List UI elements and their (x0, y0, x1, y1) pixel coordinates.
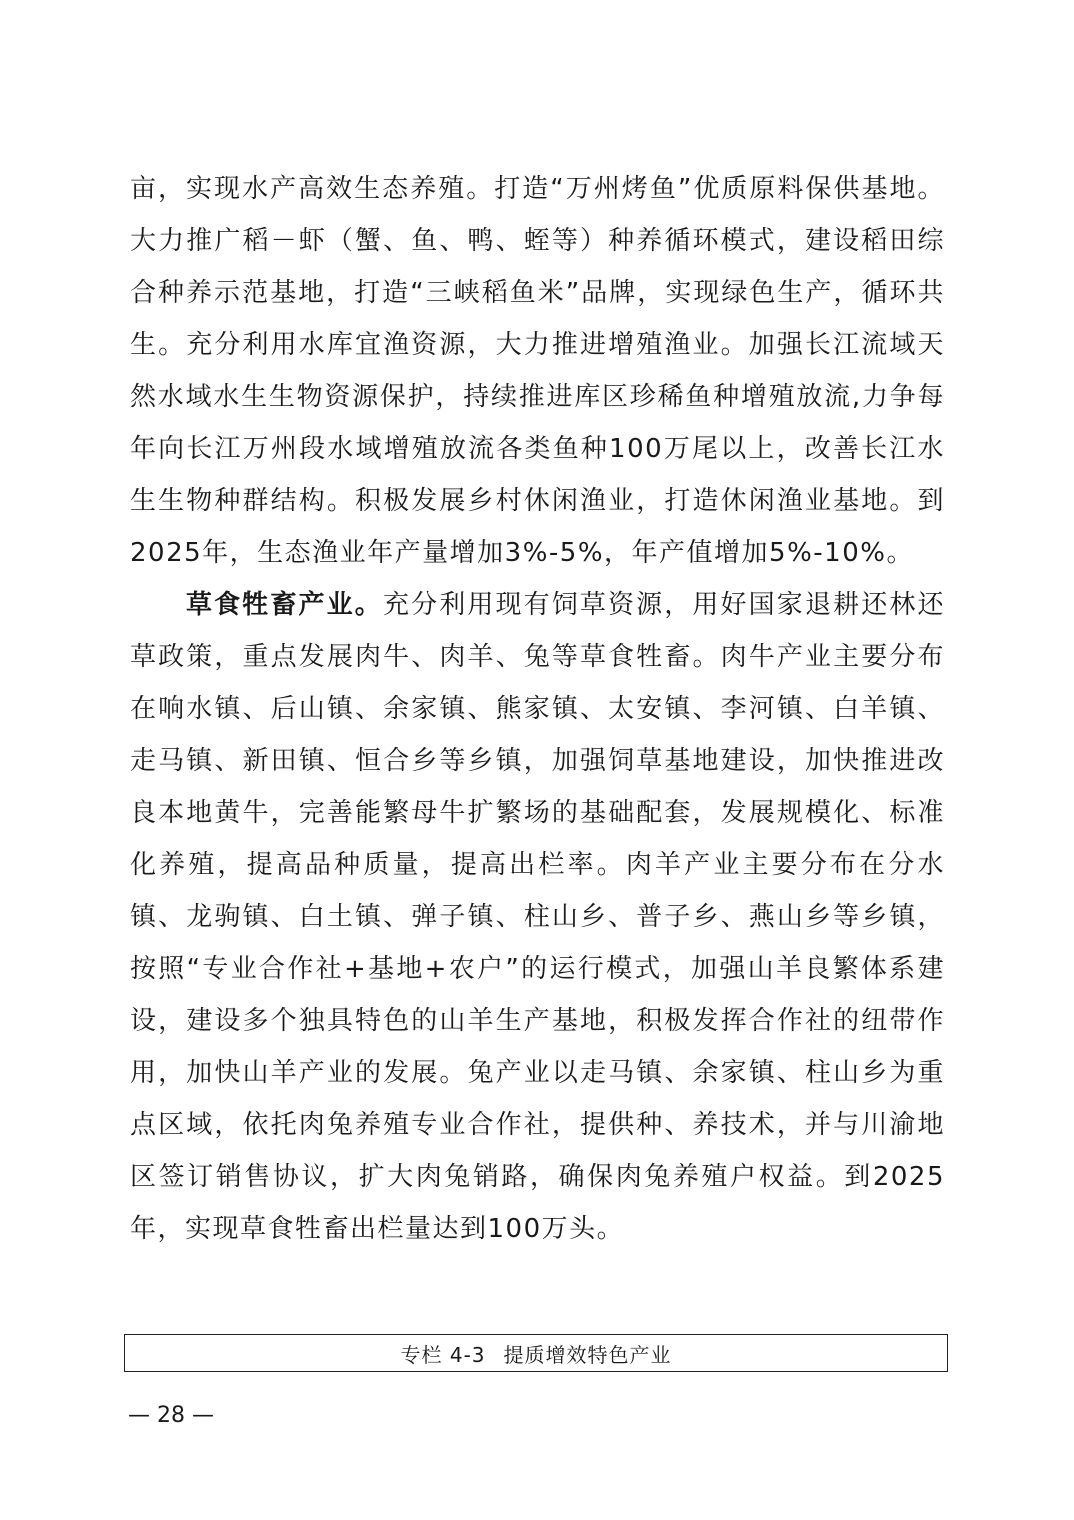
paragraph-eco-fishery: 亩，实现水产高效生态养殖。打造“万州烤鱼”优质原料保供基地。大力推广稻－虾（蟹、鱼、鸭、蛭等）种养循环模式，建设稻田综合种养示范基地，打造“三峡稻鱼米”品牌，实现绿色生产，循环共生。充分利用水库宜渔资源，大力推进增殖渔业。加强长江流域天然水域水生生物资源保护，持续推进库区珍稀鱼种增殖放流,力争每年向长江万州段水域增殖放流各类鱼种100万尾以上，改善长江水生生物种群结构。积极发展乡村休闲渔业，打造休闲渔业基地。到2025年，生态渔业年产量增加3%-5%，年产值增加5%-10%。 (130, 174, 945, 568)
paragraph-herbivore-livestock (130, 579, 945, 1255)
paragraph-heading: 草食牲畜产业。 (186, 590, 383, 620)
page-number: — 28 — (128, 1403, 214, 1428)
column-box (124, 1334, 948, 1372)
column-label: 专栏 4-3 (400, 1342, 486, 1367)
paragraph-body: 充分利用现有饲草资源，用好国家退耕还林还草政策，重点发展肉牛、肉羊、兔等草食牲畜。肉牛产业主要分布在响水镇、后山镇、余家镇、熊家镇、太安镇、李河镇、白羊镇、走马镇、新田镇、恒合乡等乡镇，加强饲草基地建设，加快推进改良本地黄牛，完善能繁母牛扩繁场的基础配套，发展规模化、标准化养殖，提高品种质量，提高出栏率。肉羊产业主要分布在分水镇、龙驹镇、白土镇、弹子镇、柱山乡、普子乡、燕山乡等乡镇，按照“专业合作社+基地+农户”的运行模式，加强山羊良繁体系建设，建设多个独具特色的山羊生产基地，积极发挥合作社的纽带作用，加快山羊产业的发展。兔产业以走马镇、余家镇、柱山乡为重点区域，依托肉兔养殖专业合作社，提供种、养技术，并与川渝地区签订销售协议，扩大肉兔销路，确保肉兔养殖户权益。到2025年，实现草食牲畜出栏量达到100万头。 (130, 590, 945, 1244)
column-title: 提质增效特色产业 (503, 1342, 672, 1367)
body-text (130, 163, 945, 1255)
